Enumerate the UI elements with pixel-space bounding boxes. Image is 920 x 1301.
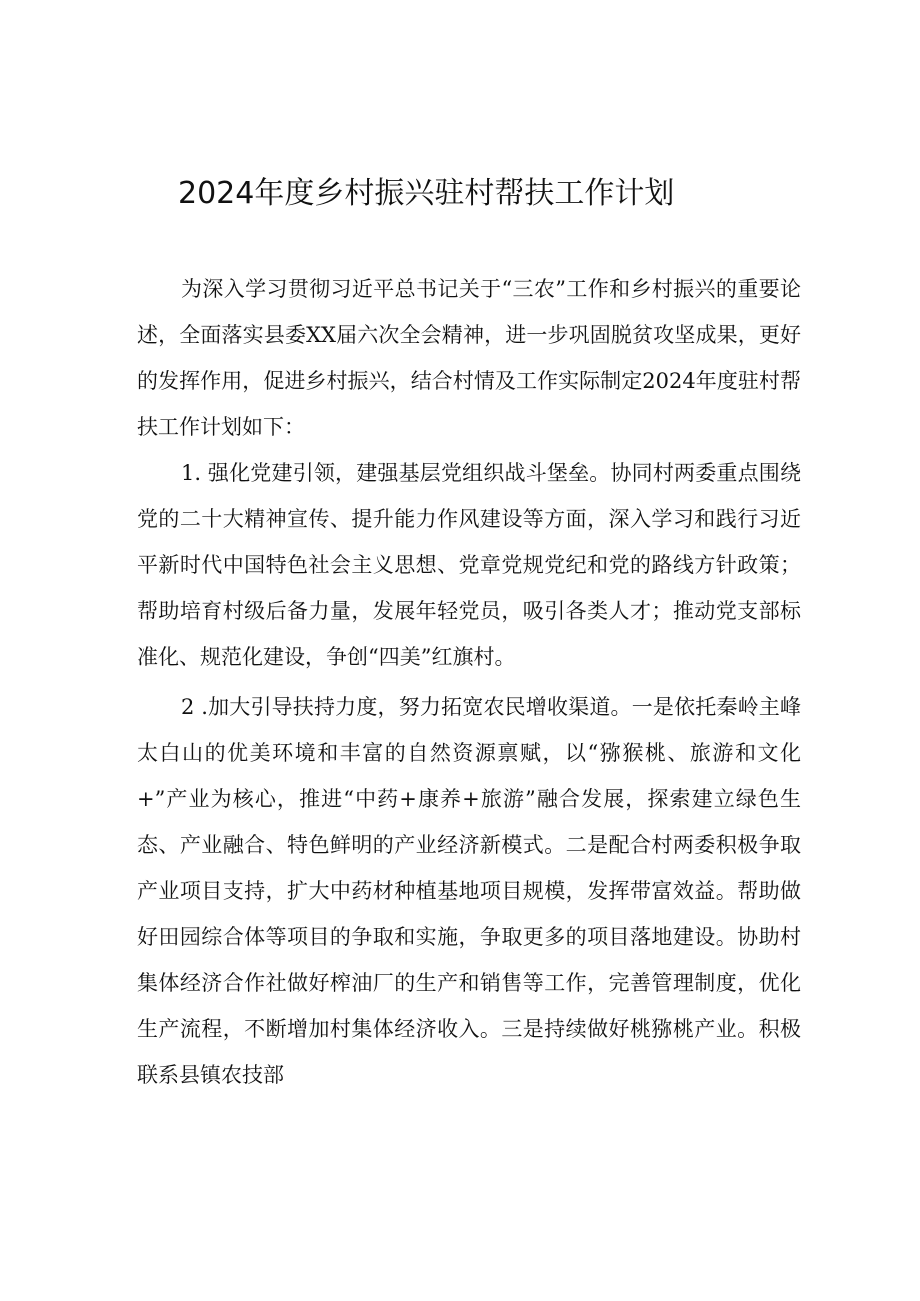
paragraph-intro: 为深入学习贯彻习近平总书记关于“三农”工作和乡村振兴的重要论述，全面落实县委XX届六次全会精神，进一步巩固脱贫攻坚成果，更好的发挥作用，促进乡村振兴，结合村情及工作实际制定2024年度驻村帮扶工作计划如下： bbox=[137, 277, 801, 439]
document-body bbox=[137, 266, 801, 1098]
document-title: 2024年度乡村振兴驻村帮扶工作计划 bbox=[178, 176, 675, 211]
paragraph-item-2: 2 .加大引导扶持力度，努力拓宽农民增收渠道。一是依托秦岭主峰太白山的优美环境和丰富的自然资源禀赋，以“猕猴桃、旅游和文化+”产业为核心，推进“中药+康养+旅游”融合发展，探索建立绿色生态、产业融合、特色鲜明的产业经济新模式。二是配合村两委积极争取产业项目支持，扩大中药材种植基地项目规模，发挥带富效益。帮助做好田园综合体等项目的争取和实施，争取更多的项目落地建设。协助村集体经济合作社做好榨油厂的生产和销售等工作，完善管理制度，优化生产流程，不断增加村集体经济收入。三是持续做好桃猕桃产业。积极联系县镇农技部 bbox=[137, 695, 801, 1087]
paragraph-item-1: 1. 强化党建引领，建强基层党组织战斗堡垒。协同村两委重点围绕党的二十大精神宣传、提升能力作风建设等方面，深入学习和践行习近平新时代中国特色社会主义思想、党章党规党纪和党的路线方针政策；帮助培育村级后备力量，发展年轻党员，吸引各类人才；推动党支部标准化、规范化建设，争创“四美”红旗村。 bbox=[137, 461, 801, 669]
